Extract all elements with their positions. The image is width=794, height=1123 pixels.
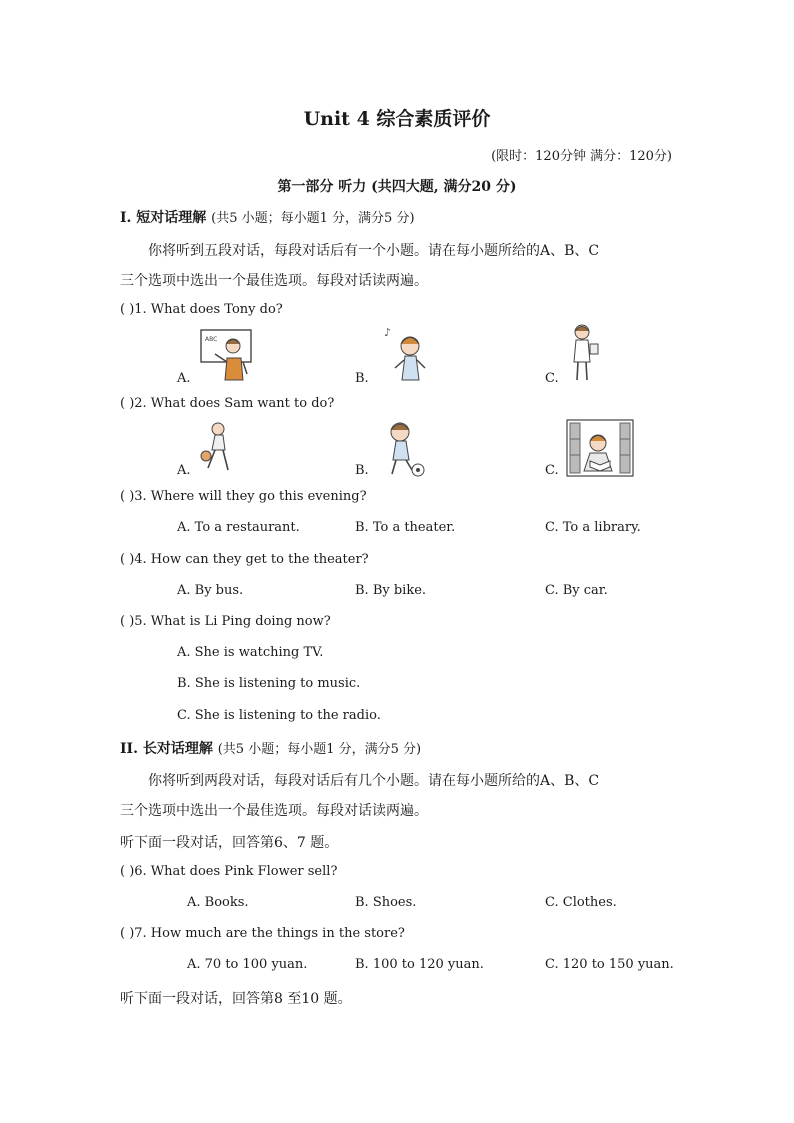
question-6-stem: ( )6. What does Pink Flower sell? (120, 864, 338, 879)
q7-option-c: C. 120 to 150 yuan. (545, 957, 674, 972)
page-title: Unit 4 综合素质评价 (303, 108, 491, 130)
section2-note: (共5 小题；每小题1 分，满分5 分) (217, 742, 422, 757)
q4-option-b: B. By bike. (355, 583, 427, 598)
time-limit: (限时：120分钟 满分：120分) (491, 149, 672, 164)
section1-note: (共5 小题；每小题1 分，满分5 分) (211, 211, 415, 226)
question-5-stem: ( )5. What is Li Ping doing now? (120, 614, 331, 629)
section1-title: I. 短对话理解 (120, 210, 207, 226)
section1-instruction-1: 你将听到五段对话，每段对话后有一个小题。请在每小题所给的A、B、C (148, 243, 600, 259)
soccer-illustration (378, 420, 426, 478)
q5-option-b: B. She is listening to music. (177, 676, 361, 691)
q4-option-c: C. By car. (545, 583, 608, 598)
q5-option-a: A. She is watching TV. (177, 645, 324, 660)
q3-option-c: C. To a library. (545, 520, 641, 535)
question-7-stem: ( )7. How much are the things in the store? (120, 926, 405, 941)
q6-option-c: C. Clothes. (545, 895, 617, 910)
q3-option-a: A. To a restaurant. (177, 520, 300, 535)
section2-title: II. 长对话理解 (120, 741, 213, 757)
listen-instruction-8-10: 听下面一段对话，回答第8 至10 题。 (120, 991, 352, 1007)
section1-instruction-2: 三个选项中选出一个最佳选项。每段对话读两遍。 (120, 273, 428, 289)
q2-option-c: C. (545, 463, 559, 478)
q6-option-a: A. Books. (187, 895, 249, 910)
section1-heading (120, 207, 415, 227)
q2-option-b: B. (355, 463, 369, 478)
q3-option-b: B. To a theater. (355, 520, 456, 535)
question-4-stem: ( )4. How can they get to the theater? (120, 552, 369, 567)
q2-option-a: A. (177, 463, 191, 478)
part1-heading: 第一部分 听力 (共四大题, 满分20 分) (277, 179, 517, 195)
question-1-stem: ( )1. What does Tony do? (120, 302, 283, 317)
singer-illustration (383, 324, 431, 382)
reading-books-illustration (566, 419, 634, 477)
question-2-stem: ( )2. What does Sam want to do? (120, 396, 335, 411)
listen-instruction-6-7: 听下面一段对话，回答第6、7 题。 (120, 835, 339, 851)
q4-option-a: A. By bus. (177, 583, 244, 598)
section2-instruction-1: 你将听到两段对话，每段对话后有几个小题。请在每小题所给的A、B、C (148, 773, 600, 789)
svg-text:♪: ♪ (384, 326, 392, 339)
q1-option-c: C. (545, 371, 559, 386)
doctor-illustration (567, 322, 601, 382)
question-3-stem: ( )3. Where will they go this evening? (120, 489, 367, 504)
q1-option-b: B. (355, 371, 369, 386)
q7-option-b: B. 100 to 120 yuan. (355, 957, 484, 972)
q7-option-a: A. 70 to 100 yuan. (187, 957, 308, 972)
basketball-illustration (196, 420, 236, 478)
board-abc-text: ABC (205, 336, 218, 343)
section2-heading (120, 738, 421, 758)
section2-instruction-2: 三个选项中选出一个最佳选项。每段对话读两遍。 (120, 803, 428, 819)
q6-option-b: B. Shoes. (355, 895, 417, 910)
teacher-blackboard-illustration (199, 328, 255, 384)
q1-option-a: A. (177, 371, 191, 386)
q5-option-c: C. She is listening to the radio. (177, 708, 381, 723)
